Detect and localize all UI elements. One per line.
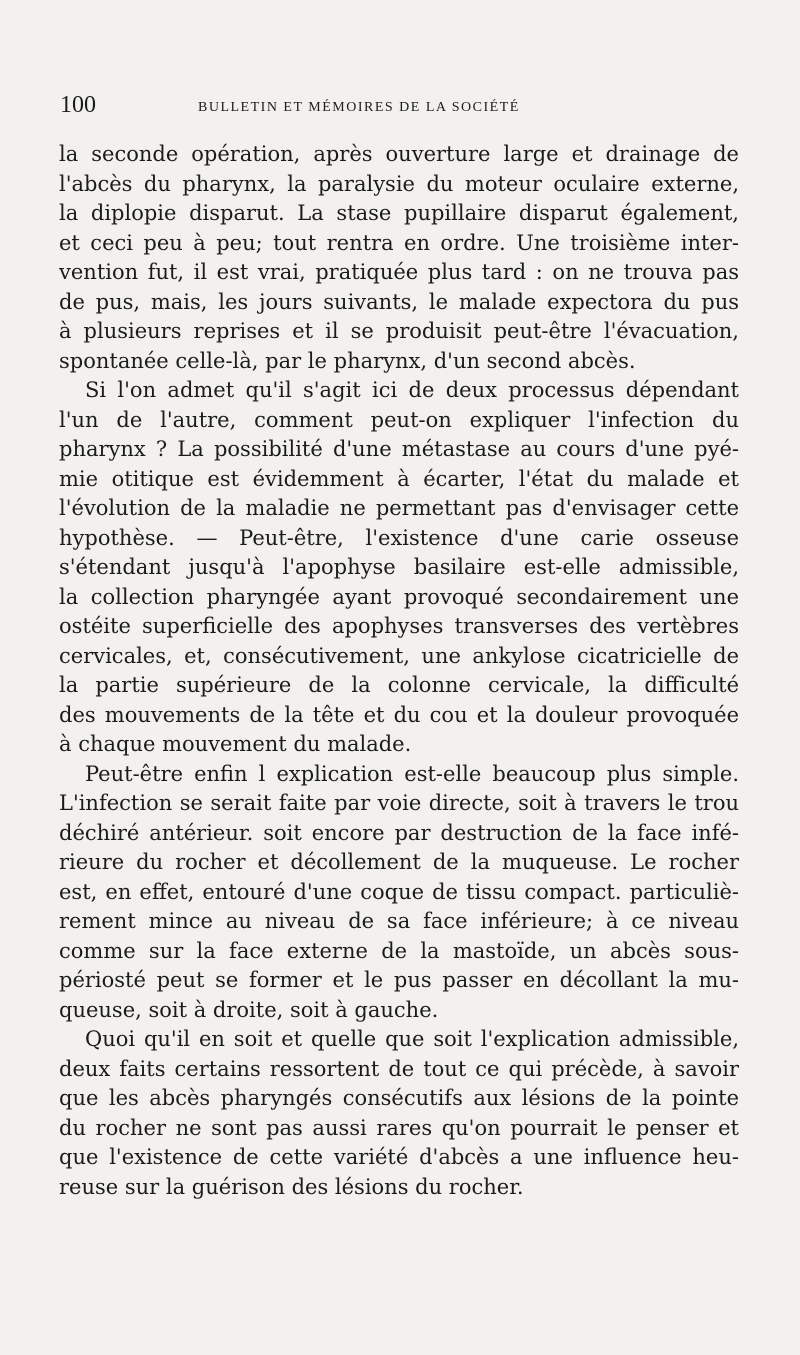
text-line: s'étendant jusqu'à l'apophyse basilaire est-elle admissible, <box>59 555 739 579</box>
text-line: la seconde opération, après ouverture large et drainage de <box>59 142 739 166</box>
text-line: déchiré antérieur. soit encore par destruction de la face infé- <box>59 820 739 845</box>
text-line: comme sur la face externe de la mastoïde, un abcès sous- <box>59 938 739 963</box>
running-title: BULLETIN ET MÉMOIRES DE LA SOCIÉTÉ <box>198 100 520 115</box>
text-line: la partie supérieure de la colonne cervicale, la difficulté <box>59 673 739 697</box>
text-line: queuse, soit à droite, soit à gauche. <box>59 997 439 1022</box>
text-line: L'infection se serait faite par voie directe, soit à travers le trou <box>59 791 739 815</box>
text-line: est, en effet, entouré d'une coque de tissu compact. particuliè- <box>59 879 739 904</box>
text-line: Quoi qu'il en soit et quelle que soit l'explication admissible, <box>85 1027 739 1051</box>
text-line: reuse sur la guérison des lésions du rocher. <box>59 1174 524 1199</box>
text-line: Si l'on admet qu'il s'agit ici de deux processus dépendant <box>85 378 739 402</box>
text-line: vention fut, il est vrai, pratiquée plus tard : on ne trouva pas <box>59 260 739 284</box>
paragraph-3 <box>59 760 739 1026</box>
text-line: des mouvements de la tête et du cou et la douleur provoquée <box>59 702 739 727</box>
text-line: rement mince au niveau de sa face inférieure; à ce niveau <box>59 909 739 933</box>
running-head <box>60 92 740 124</box>
text-line: que les abcès pharyngés consécutifs aux lésions de la pointe <box>59 1086 739 1110</box>
page-number: 100 <box>60 92 96 118</box>
text-line: pharynx ? La possibilité d'une métastase au cours d'une pyé- <box>59 437 739 461</box>
text-line: cervicales, et, consécutivement, une ankylose cicatricielle de <box>59 643 739 668</box>
text-line: la collection pharyngée ayant provoqué secondairement une <box>59 584 739 609</box>
text-line: du rocher ne sont pas aussi rares qu'on pourrait le penser et <box>59 1115 739 1140</box>
text-line: la diplopie disparut. La stase pupillaire disparut également, <box>59 201 739 225</box>
text-line: à chaque mouvement du malade. <box>59 732 412 756</box>
text-line: Peut-être enfin l explication est-elle beaucoup plus simple. <box>85 761 739 786</box>
paragraph-1 <box>59 140 739 376</box>
text-line: l'abcès du pharynx, la paralysie du moteur oculaire externe, <box>59 171 739 196</box>
text-line: l'évolution de la maladie ne permettant pas d'envisager cette <box>59 496 739 520</box>
body-text <box>59 140 739 1202</box>
paragraph-2 <box>59 376 739 760</box>
text-line: que l'existence de cette variété d'abcès a une influence heu- <box>59 1145 739 1169</box>
text-line: et ceci peu à peu; tout rentra en ordre. Une troisième inter- <box>59 230 739 255</box>
text-line: mie otitique est évidemment à écarter, l'état du malade et <box>59 466 739 491</box>
paragraph-4 <box>59 1025 739 1202</box>
text-line: de pus, mais, les jours suivants, le malade expectora du pus <box>59 289 739 314</box>
text-line: deux faits certains ressortent de tout ce qui précède, à savoir <box>59 1056 739 1081</box>
text-line: hypothèse. — Peut-être, l'existence d'une carie osseuse <box>59 525 739 550</box>
text-line: l'un de l'autre, comment peut-on expliquer l'infection du <box>59 407 739 432</box>
text-line: périosté peut se former et le pus passer en décollant la mu- <box>59 968 739 992</box>
text-line: rieure du rocher et décollement de la muqueuse. Le rocher <box>59 850 739 874</box>
text-line: ostéite superficielle des apophyses transverses des vertèbres <box>59 614 739 638</box>
text-line: spontanée celle-là, par le pharynx, d'un second abcès. <box>59 348 636 373</box>
text-line: à plusieurs reprises et il se produisit peut-être l'évacuation, <box>59 319 739 343</box>
